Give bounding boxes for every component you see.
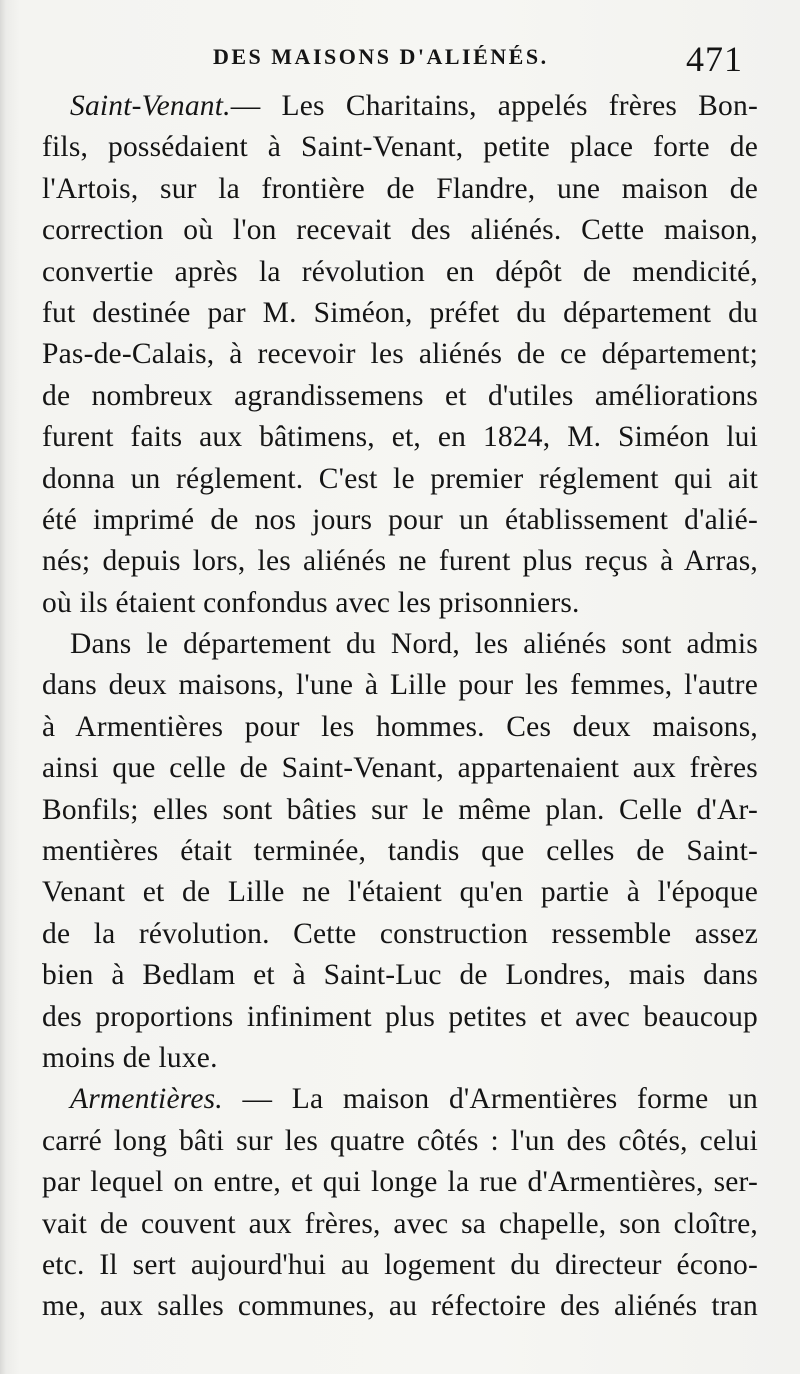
text-line: été imprimé de nos jours pour un établissement d'alié- — [42, 503, 758, 536]
text-line: vait de couvent aux frères, avec sa chapelle, son cloître, — [42, 1207, 758, 1240]
text-line: ainsi que celle de Saint-Venant, appartenaient aux frères — [42, 752, 758, 785]
page-number: 471 — [686, 39, 743, 79]
text-line: fut destinée par M. Siméon, préfet du département du — [42, 296, 758, 329]
paragraph-armentieres — [42, 1079, 758, 1327]
text-line: où ils étaient confondus avec les prisonniers. — [42, 586, 580, 619]
text-line: me, aux salles communes, au réfectoire des aliénés tran — [42, 1290, 758, 1323]
text-line: de nombreux agrandissemens et d'utiles améliorations — [42, 379, 758, 412]
text-line: Saint-Venant.— Les Charitains, appelés frères Bon- — [70, 90, 758, 122]
text-line: furent faits aux bâtimens, et, en 1824, M. Siméon lui — [42, 421, 758, 454]
text-line: des proportions infiniment plus petites et avec beaucoup — [42, 1000, 758, 1033]
text-line: fils, possédaient à Saint-Venant, petite place forte de — [42, 131, 758, 164]
text-line: nés; depuis lors, les aliénés ne furent plus reçus à Arras, — [42, 545, 758, 578]
text-line: donna un réglement. C'est le premier réglement qui ait — [42, 462, 758, 495]
text-line: etc. Il sert aujourd'hui au logement du directeur écono- — [42, 1248, 758, 1281]
text-line: convertie après la révolution en dépôt de mendicité, — [42, 255, 758, 288]
text-line: moins de luxe. — [42, 1041, 218, 1074]
text-line: à Armentières pour les hommes. Ces deux maisons, — [42, 710, 758, 743]
text-line: l'Artois, sur la frontière de Flandre, une maison de — [42, 172, 758, 205]
running-title: DES MAISONS D'ALIÉNÉS. — [213, 44, 549, 69]
text-line: carré long bâti sur les quatre côtés : l'un des côtés, celui — [42, 1124, 758, 1157]
text-line: Armentières. — La maison d'Armentières forme un — [70, 1083, 758, 1116]
section-lead: Armentières. — [70, 1083, 223, 1116]
text-line: Dans le département du Nord, les aliénés sont admis — [70, 628, 758, 661]
text-line: Bonfils; elles sont bâties sur le même plan. Celle d'Ar- — [42, 793, 758, 826]
section-lead: Saint-Venant. — [70, 90, 231, 122]
text-line: correction où l'on recevait des aliénés. Cette maison, — [42, 214, 758, 247]
text-line: dans deux maisons, l'une à Lille pour les femmes, l'autre — [42, 669, 758, 702]
text-line: bien à Bedlam et à Saint-Luc de Londres, mais dans — [42, 959, 758, 992]
paragraph-nord — [42, 624, 758, 1079]
paragraph-saint-venant — [42, 86, 758, 624]
body-text — [42, 86, 758, 1328]
text-line: mentières était terminée, tandis que celles de Saint- — [42, 835, 758, 868]
page-header — [0, 40, 800, 84]
text-line: par lequel on entre, et qui longe la rue d'Armentières, ser- — [42, 1166, 758, 1199]
text-line: de la révolution. Cette construction ressemble assez — [42, 917, 758, 950]
text-line: Venant et de Lille ne l'étaient qu'en partie à l'époque — [42, 876, 758, 909]
text-line: Pas-de-Calais, à recevoir les aliénés de ce département; — [42, 338, 758, 371]
